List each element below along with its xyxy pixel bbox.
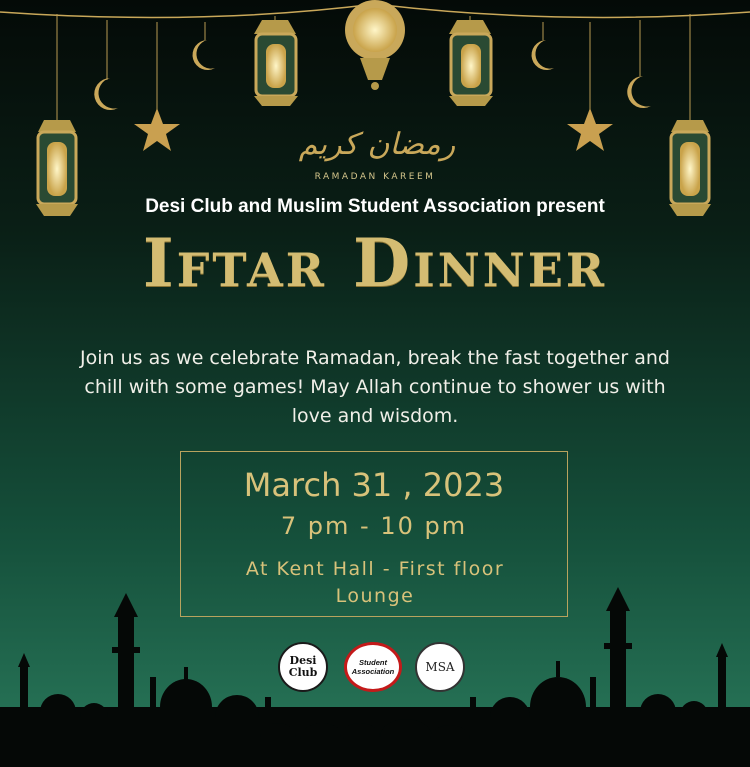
student-association-logo [344,642,402,692]
msa-logo [415,642,465,692]
student-association-logo-text: Student Association [351,658,395,676]
calligraphy-text: رمضان كريم [298,127,456,162]
msa-logo-text: MSA [425,660,455,674]
lantern-upper-left [254,20,298,106]
event-title: Iftar Dinner [142,224,608,302]
event-description: Join us as we celebrate Ramadan, break the fast together and chill with some games! May Allah continue to shower us with love and wisdom. [80,347,670,427]
event-location: At Kent Hall - First floor Lounge [245,558,505,607]
ramadan-kareem-label: RAMADAN KAREEM [314,172,436,182]
event-time: 7 pm - 10 pm [280,512,468,540]
lantern-upper-right [449,20,493,106]
presenter-line: Desi Club and Muslim Student Association present [145,196,605,217]
event-date: March 31 , 2023 [243,466,505,504]
desi-club-logo-text: Desi Club [288,654,318,679]
desi-club-logo [278,642,328,692]
lantern-center [345,0,405,90]
arabic-calligraphy [285,118,470,166]
